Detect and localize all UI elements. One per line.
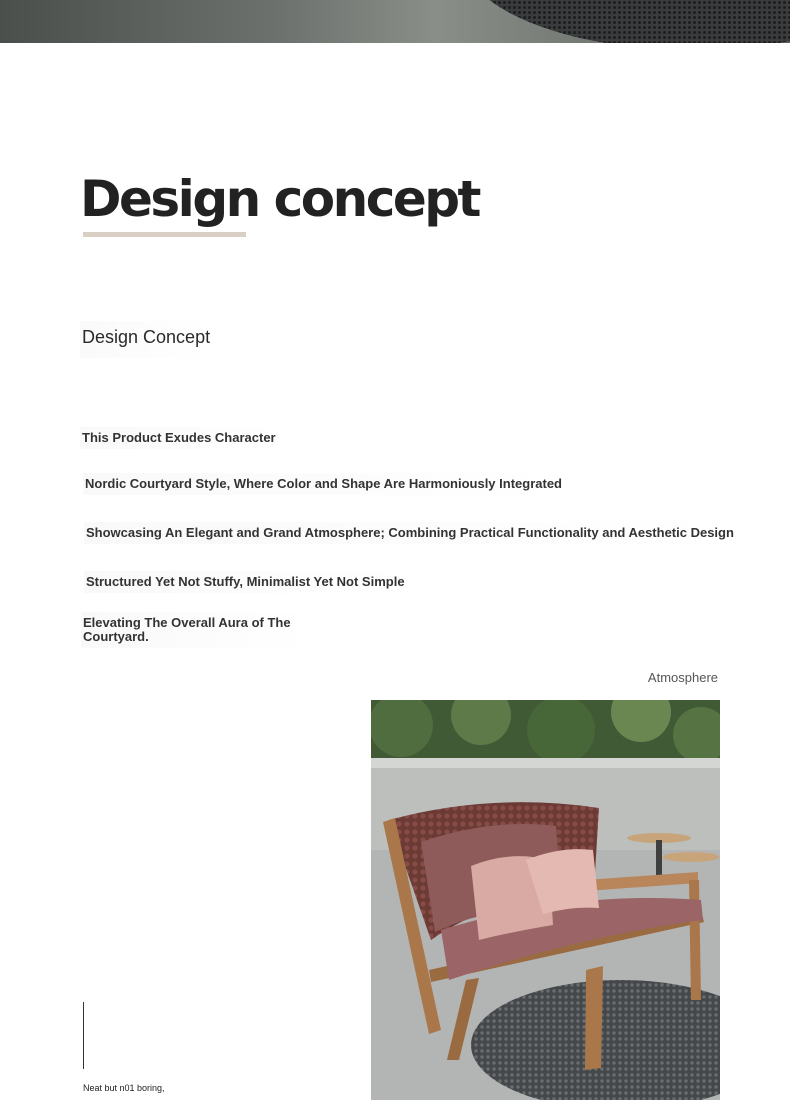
concept-line-1: This Product Exudes Character bbox=[80, 427, 278, 449]
tagline: Neat but n01 boring, bbox=[83, 1083, 165, 1093]
sofa-illustration bbox=[371, 700, 720, 1100]
sofa-photo bbox=[371, 700, 720, 1100]
title-underline bbox=[83, 232, 246, 237]
concept-line-3: Showcasing An Elegant and Grand Atmosphere; Combining Practical Functionality and Aesthetic Design bbox=[84, 522, 736, 544]
concept-line-2: Nordic Courtyard Style, Where Color and Shape Are Harmoniously Integrated bbox=[83, 473, 564, 495]
atmosphere-label: Atmosphere bbox=[647, 670, 718, 685]
top-banner-photo bbox=[0, 0, 790, 43]
page-title: Design concept bbox=[80, 170, 479, 228]
woven-rug-image bbox=[462, 0, 790, 43]
concept-line-4: Structured Yet Not Stuffy, Minimalist Yet Not Simple bbox=[84, 571, 407, 593]
section-subtitle: Design Concept bbox=[80, 321, 212, 358]
vertical-divider bbox=[83, 1002, 84, 1069]
concept-line-5: Elevating The Overall Aura of The Courtyard. bbox=[81, 612, 310, 648]
